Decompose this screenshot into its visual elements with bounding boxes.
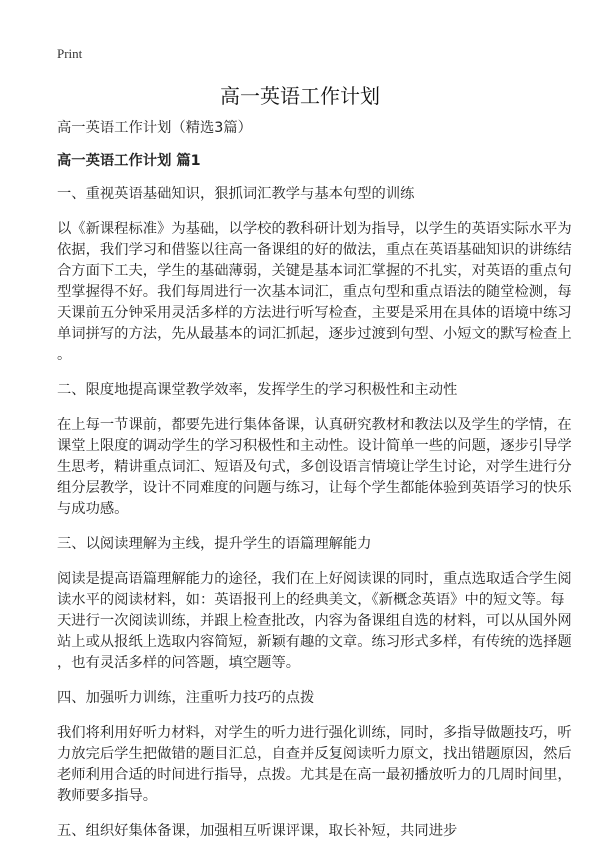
paragraph-line: 依据，我们学习和借鉴以往高一备课组的好的做法，重点在英语基础知识的讲练结: [57, 242, 572, 258]
paragraph-line: 力放完后学生把做错的题目汇总，自查并反复阅读听力原文，找出错题原因，然后: [57, 746, 572, 762]
page-title: 高一英语工作计划: [220, 84, 380, 108]
section-heading: 五、组织好集体备课，加强相互听课评课，取长补短，共同进步: [57, 823, 458, 839]
paragraph-line: 型掌握得不好。我们每周进行一次基本词汇，重点句型和重点语法的随堂检测，每: [57, 284, 572, 300]
article-heading: 高一英语工作计划 篇1: [57, 153, 201, 169]
paragraph-line: 站上或从报纸上选取内容简短，新颖有趣的文章。练习形式多样，有传统的选择题: [57, 634, 572, 650]
paragraph-line: 与成功感。: [57, 501, 129, 517]
paragraph-line: 天进行一次阅读训练，并跟上检查批改，内容为备课组自选的材料，可以从国外网: [57, 613, 572, 629]
section-heading: 四、加强听力训练，注重听力技巧的点拨: [57, 690, 315, 706]
paragraph-line: 生思考，精讲重点词汇、短语及句式，多创设语言情境让学生讨论，对学生进行分: [57, 459, 572, 475]
section-heading: 一、重视英语基础知识，狠抓词汇教学与基本句型的训练: [57, 186, 415, 202]
section-paragraph: [57, 219, 572, 366]
sections: [57, 184, 572, 842]
paragraph-line: ，也有灵活多样的问答题，填空题等。: [57, 655, 301, 671]
section-paragraph: [57, 569, 572, 674]
paragraph-line: 课堂上限度的调动学生的学习积极性和主动性。设计简单一些的问题，逐步引导学: [57, 438, 572, 454]
paragraph-line: 组分层教学，设计不同难度的问题与练习，让每个学生都能体验到英语学习的快乐: [57, 480, 572, 496]
print-link[interactable]: Print: [57, 46, 83, 61]
paragraph-line: 以《新课程标准》为基础，以学校的教科研计划为指导，以学生的英语实际水平为: [57, 221, 572, 237]
paragraph-line: 教师要多指导。: [57, 788, 158, 804]
paragraph-line: 。: [57, 347, 72, 363]
paragraph-line: 天课前五分钟采用灵活多样的方法进行听写检查，主要是采用在具体的语境中练习: [57, 305, 572, 321]
paragraph-line: 在上每一节课前，都要先进行集体备课，认真研究教材和教法以及学生的学情，在: [57, 417, 572, 433]
paragraph-line: 老师利用合适的时间进行指导，点拨。尤其是在高一最初播放听力的几周时间里，: [57, 767, 572, 783]
paragraph-line: 合方面下工夫，学生的基础薄弱，关键是基本词汇掌握的不扎实，对英语的重点句: [57, 263, 572, 279]
paragraph-line: 阅读是提高语篇理解能力的途径，我们在上好阅读课的同时，重点选取适合学生阅: [57, 571, 572, 587]
section-heading: 三、以阅读理解为主线，提升学生的语篇理解能力: [57, 536, 372, 552]
section-heading: 二、限度地提高课堂教学效率，发挥学生的学习积极性和主动性: [57, 382, 458, 398]
paragraph-line: 读水平的阅读材料，如：英语报刊上的经典美文，《新概念英语》中的短文等。每: [57, 592, 565, 608]
section-paragraph: [57, 415, 572, 520]
paragraph-line: 我们将利用好听力材料，对学生的听力进行强化训练，同时，多指导做题技巧，听: [57, 725, 572, 741]
paragraph-line: 单词拼写的方法，先从最基本的词汇抓起，逐步过渡到句型、小短文的默写检查上: [57, 326, 572, 342]
document-body: [57, 118, 572, 856]
section-paragraph: [57, 723, 572, 807]
subtitle: 高一英语工作计划（精选3篇）: [57, 120, 252, 136]
